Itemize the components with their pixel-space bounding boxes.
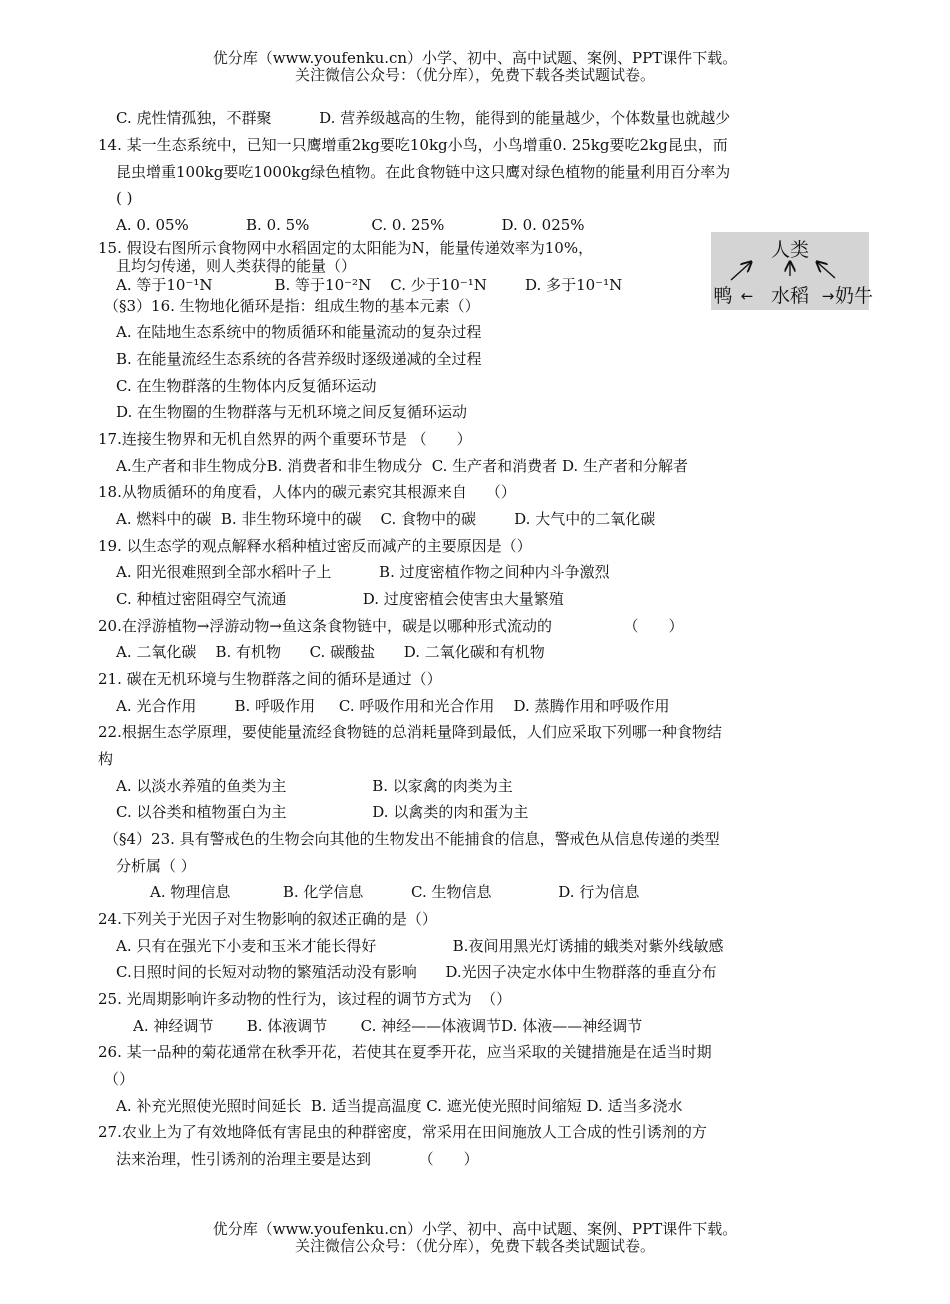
text-line: 19. 以生态学的观点解释水稻种植过密反而减产的主要原因是（） [98, 537, 532, 555]
node-human: 人类 [770, 239, 810, 261]
text-line: ( ) [116, 189, 133, 207]
text-line: A.生产者和非生物成分B. 消费者和非生物成分 C. 生产者和消费者 D. 生产者和分解者 [116, 457, 688, 475]
text-line: A. 等于10⁻¹N B. 等于10⁻²N C. 少于10⁻¹N D. 多于10⁻¹N [116, 276, 623, 294]
footer-line-1: 优分库（www.youfenku.cn）小学、初中、高中试题、案例、PPT课件下载。 [212, 1220, 738, 1238]
text-line: C. 在生物群落的生物体内反复循环运动 [116, 377, 377, 395]
text-line: 20.在浮游植物→浮游动物→鱼这条食物链中，碳是以哪种形式流动的 （ ） [98, 617, 684, 635]
text-line: C. 以谷类和植物蛋白为主 D. 以禽类的肉和蛋为主 [116, 803, 529, 821]
arrow-right-glyph: → [821, 287, 835, 305]
text-line: A. 阳光很难照到全部水稻叶子上 B. 过度密植作物之间种内斗争激烈 [116, 563, 610, 581]
text-line: A. 二氧化碳 B. 有机物 C. 碳酸盐 D. 二氧化碳和有机物 [116, 643, 545, 661]
arrow-cow-to-human [817, 262, 835, 278]
text-line: A. 燃料中的碳 B. 非生物环境中的碳 C. 食物中的碳 D. 大气中的二氧化碳 [116, 510, 656, 528]
text-line: A. 在陆地生态系统中的物质循环和能量流动的复杂过程 [116, 323, 482, 341]
text-line: 24.下列关于光因子对生物影响的叙述正确的是（） [98, 910, 437, 928]
arrow-duck-to-human [731, 262, 751, 280]
text-line: 27.农业上为了有效地降低有害昆虫的种群密度，常采用在田间施放人工合成的性引诱剂的方 [98, 1123, 707, 1141]
text-line: 26. 某一品种的菊花通常在秋季开花，若使其在夏季开花，应当采取的关键措施是在适当时期 [98, 1043, 712, 1061]
text-line: 法来治理，性引诱剂的治理主要是达到 （ ） [116, 1150, 479, 1168]
text-line: A. 物理信息 B. 化学信息 C. 生物信息 D. 行为信息 [150, 883, 640, 901]
text-line: D. 在生物圈的生物群落与无机环境之间反复循环运动 [116, 403, 468, 421]
text-line: 昆虫增重100kg要吃1000kg绿色植物。在此食物链中这只鹰对绿色植物的能量利用百分率为 [116, 163, 731, 181]
text-line: A. 以淡水养殖的鱼类为主 B. 以家禽的肉类为主 [116, 777, 513, 795]
text-line: 14. 某一生态系统中，已知一只鹰增重2kg要吃10kg小鸟，小鸟增重0. 25kg要吃2kg昆虫，而 [98, 136, 728, 154]
text-line: 且均匀传递，则人类获得的能量（） [116, 257, 357, 275]
text-line: 25. 光周期影响许多动物的性行为，该过程的调节方式为 （） [98, 990, 512, 1008]
node-duck: 鸭 [713, 285, 733, 307]
text-line: A. 只有在强光下小麦和玉米才能长得好 B.夜间用黑光灯诱捕的蛾类对紫外线敏感 [116, 937, 724, 955]
text-line: 构 [98, 750, 114, 768]
arrow-left-glyph: ← [740, 287, 754, 305]
text-line: 分析属（ ） [116, 857, 196, 875]
text-line: 17.连接生物界和无机自然界的两个重要环节是 （ ） [98, 430, 472, 448]
text-line: A. 补充光照使光照时间延长 B. 适当提高温度 C. 遮光使光照时间缩短 D. 适当多浇水 [116, 1097, 683, 1115]
text-line: A. 光合作用 B. 呼吸作用 C. 呼吸作用和光合作用 D. 蒸腾作用和呼吸作用 [116, 697, 670, 715]
text-line: C. 种植过密阻碍空气流通 D. 过度密植会使害虫大量繁殖 [116, 590, 564, 608]
text-line: A. 神经调节 B. 体液调节 C. 神经——体液调节D. 体液——神经调节 [133, 1017, 643, 1035]
text-line: C. 虎性情孤独，不群聚 D. 营养级越高的生物，能得到的能量越少，个体数量也就越少 [116, 109, 731, 127]
text-line: 22.根据生态学原理，要使能量流经食物链的总消耗量降到最低，人们应采取下列哪一种食物结 [98, 723, 722, 741]
text-line: 18.从物质循环的角度看，人体内的碳元素究其根源来自 （） [98, 483, 516, 501]
node-cow: 奶牛 [834, 285, 874, 307]
text-line: A. 0. 05% B. 0. 5% C. 0. 25% D. 0. 025% [116, 216, 585, 234]
text-line: 15. 假设右图所示食物网中水稻固定的太阳能为N，能量传递效率为10%， [98, 239, 594, 257]
node-rice: 水稻 [770, 285, 810, 307]
text-line: （§4）23. 具有警戒色的生物会向其他的生物发出不能捕食的信息，警戒色从信息传递的类型 [104, 830, 720, 848]
header-line-1: 优分库（www.youfenku.cn）小学、初中、高中试题、案例、PPT课件下载。 [212, 49, 738, 67]
text-line: B. 在能量流经生态系统的各营养级时逐级递减的全过程 [116, 350, 482, 368]
footer-line-2: 关注微信公众号：（优分库），免费下载各类试题试卷。 [294, 1237, 655, 1255]
text-line: C.日照时间的长短对动物的繁殖活动没有影响 D.光因子决定水体中生物群落的垂直分布 [116, 963, 717, 981]
text-line: （） [104, 1070, 135, 1088]
food-web-diagram [711, 232, 874, 310]
text-line: 21. 碳在无机环境与生物群落之间的循环是通过（） [98, 670, 442, 688]
header-line-2: 关注微信公众号：（优分库），免费下载各类试题试卷。 [294, 66, 655, 84]
text-line: （§3）16. 生物地化循环是指：组成生物的基本元素（） [104, 297, 480, 315]
